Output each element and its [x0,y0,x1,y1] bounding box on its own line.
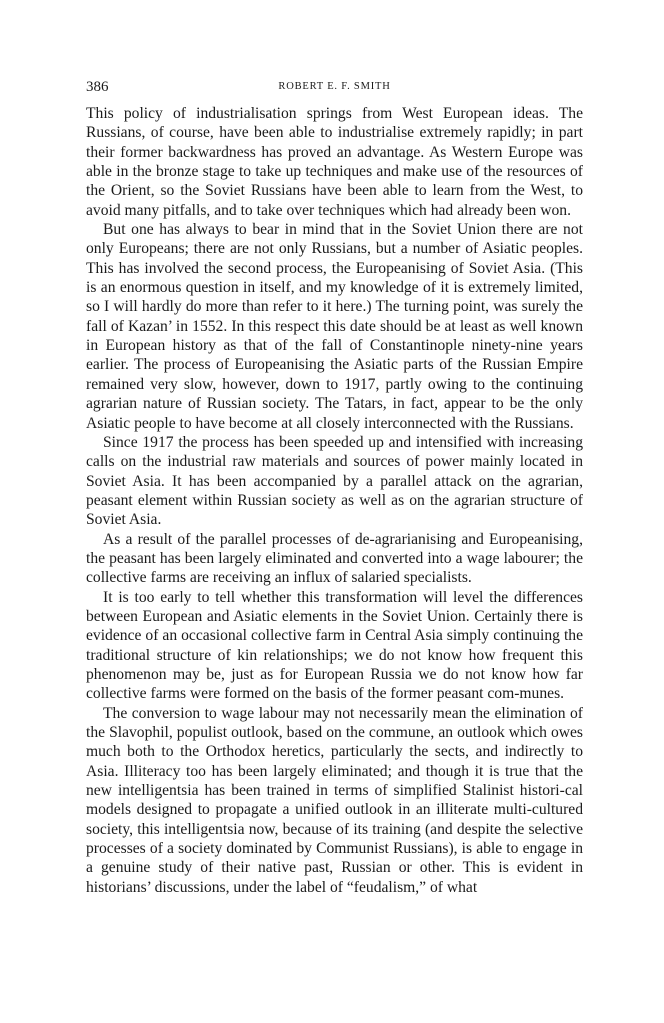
paragraph-6: The conversion to wage labour may not necessarily mean the elimination of the Slavophil, populist outlook, based on the commune, an outlook which owes much both to the Orthodox heretics, particularly the sects, and indirectly to Asia. Illiteracy too has been largely eliminated; and though it is true that the new intelligentsia has been trained in terms of simplified Stalinist histori-cal models designed to propagate a unified outlook in an illiterate multi-cultured society, this intelligentsia now, because of its training (and despite the selective processes of a society dominated by Communist Russians), is able to engage in a genuine study of their native past, Russian or other. This is evident in historians’ discussions, under the label of “feudalism,” of what [86,704,583,896]
page-number: 386 [86,79,109,95]
running-head [86,76,583,98]
paragraph-2: But one has always to bear in mind that in the Soviet Union there are not only Europeans; there are not only Russians, but a number of Asiatic peoples. This has involved the second process, the Europeanising of Soviet Asia. (This is an enormous question in itself, and my knowledge of it is extremely limited, so I will hardly do more than refer to it here.) The turning point, was surely the fall of Kazan’ in 1552. In this respect this date should be at least as well known in European history as that of the fall of Constantinople ninety-nine years earlier. The process of Europeanising the Asiatic parts of the Russian Empire remained very slow, however, down to 1917, partly owing to the continuing agrarian nature of Russian society. The Tatars, in fact, appear to be the only Asiatic people to have become at all closely interconnected with the Russians. [86,221,583,432]
paragraph-5: It is too early to tell whether this transformation will level the differences between European and Asiatic elements in the Soviet Union. Certainly there is evidence of an occasional collective farm in Central Asia simply continuing the traditional structure of kin relationships; we do not know how frequent this phenomenon may be, just as for European Russia we do not know how far collective farms were formed on the basis of the former peasant com-munes. [86,588,583,703]
running-title: ROBERT E. F. SMITH [278,81,391,92]
paragraph-3: Since 1917 the process has been speeded up and intensified with increasing calls on the industrial raw materials and sources of power mainly located in Soviet Asia. It has been accompanied by a parallel attack on the agrarian, peasant element within Russian society as well as on the agrarian structure of Soviet Asia. [86,433,583,529]
paragraph-4: As a result of the parallel processes of de-agrarianising and Europeanising, the peasant has been largely eliminated and converted into a wage labourer; the collective farms are receiving an influx of salaried specialists. [86,530,583,587]
paragraph-1: This policy of industrialisation springs from West European ideas. The Russians, of course, have been able to industrialise extremely rapidly; in part their former backwardness has proved an advantage. As Western Europe was able in the bronze stage to take up techniques and make use of the resources of the Orient, so the Soviet Russians have been able to learn from the West, to avoid many pitfalls, and to take over techniques which had already been won. [86,105,583,219]
body-text [86,104,583,897]
book-page [86,76,583,897]
